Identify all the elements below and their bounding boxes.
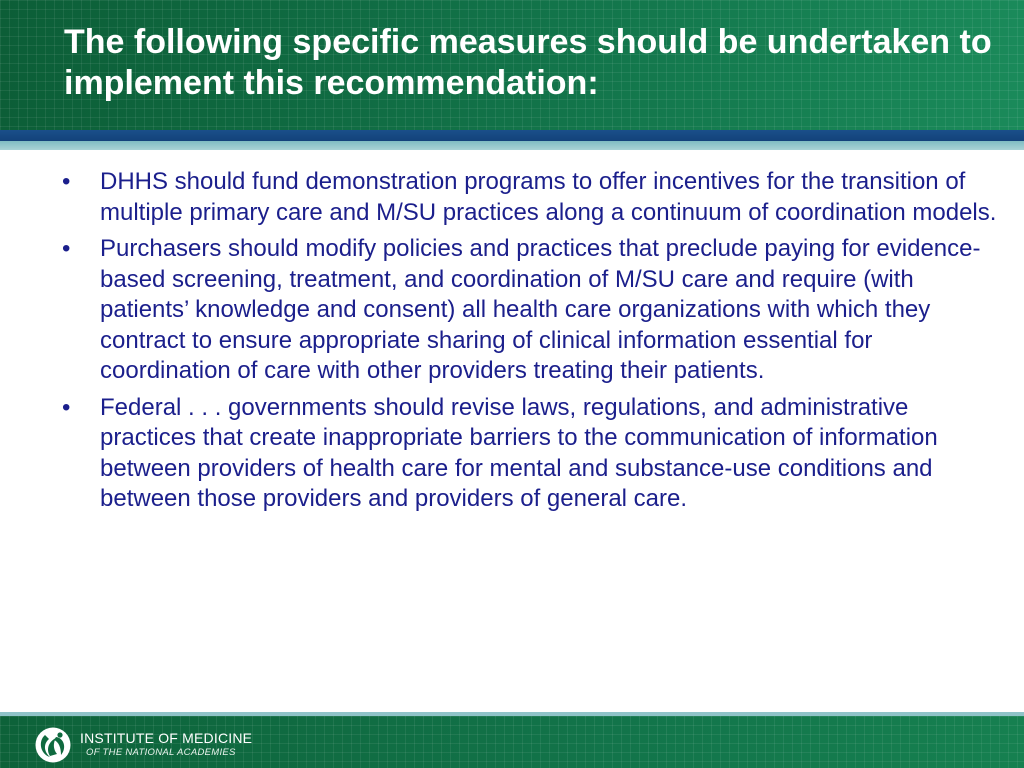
bullet-item xyxy=(60,234,1000,387)
logo-name: INSTITUTE OF MEDICINE xyxy=(80,730,253,746)
bullet-text: Purchasers should modify policies and practices that preclude paying for evidence-based screening, treatment, and coordination of M/SU care and require (with patients’ knowledge and consent) all health care organizations with which they contract to ensure appropriate sharing of clinical information essential for coordination of care with other providers treating their patients. xyxy=(100,235,981,384)
slide-header xyxy=(0,0,1024,130)
slide-footer xyxy=(0,712,1024,768)
bullet-icon: • xyxy=(62,235,71,262)
bullet-text: DHHS should fund demonstration programs to offer incentives for the transition of multiple primary care and M/SU practices along a continuum of coordination models. xyxy=(100,168,997,226)
header-divider-teal xyxy=(0,141,1024,150)
bullet-item xyxy=(60,393,1000,515)
header-divider-blue xyxy=(0,130,1024,141)
bullet-list xyxy=(60,167,1000,521)
institute-of-medicine-emblem-icon xyxy=(34,726,72,764)
logo-subtitle: OF THE NATIONAL ACADEMIES xyxy=(86,747,236,758)
bullet-icon: • xyxy=(62,168,71,195)
bullet-icon: • xyxy=(62,393,71,421)
bullet-item xyxy=(60,167,1000,228)
bullet-text: Federal . . . governments should revise laws, regulations, and administrative practices that create inappropriate barriers to the communication of information between providers of health care for mental and substance-use conditions and between those providers and providers of general care. xyxy=(100,393,938,512)
slide-title: The following specific measures should be undertaken to implement this recommendation: xyxy=(64,23,992,102)
